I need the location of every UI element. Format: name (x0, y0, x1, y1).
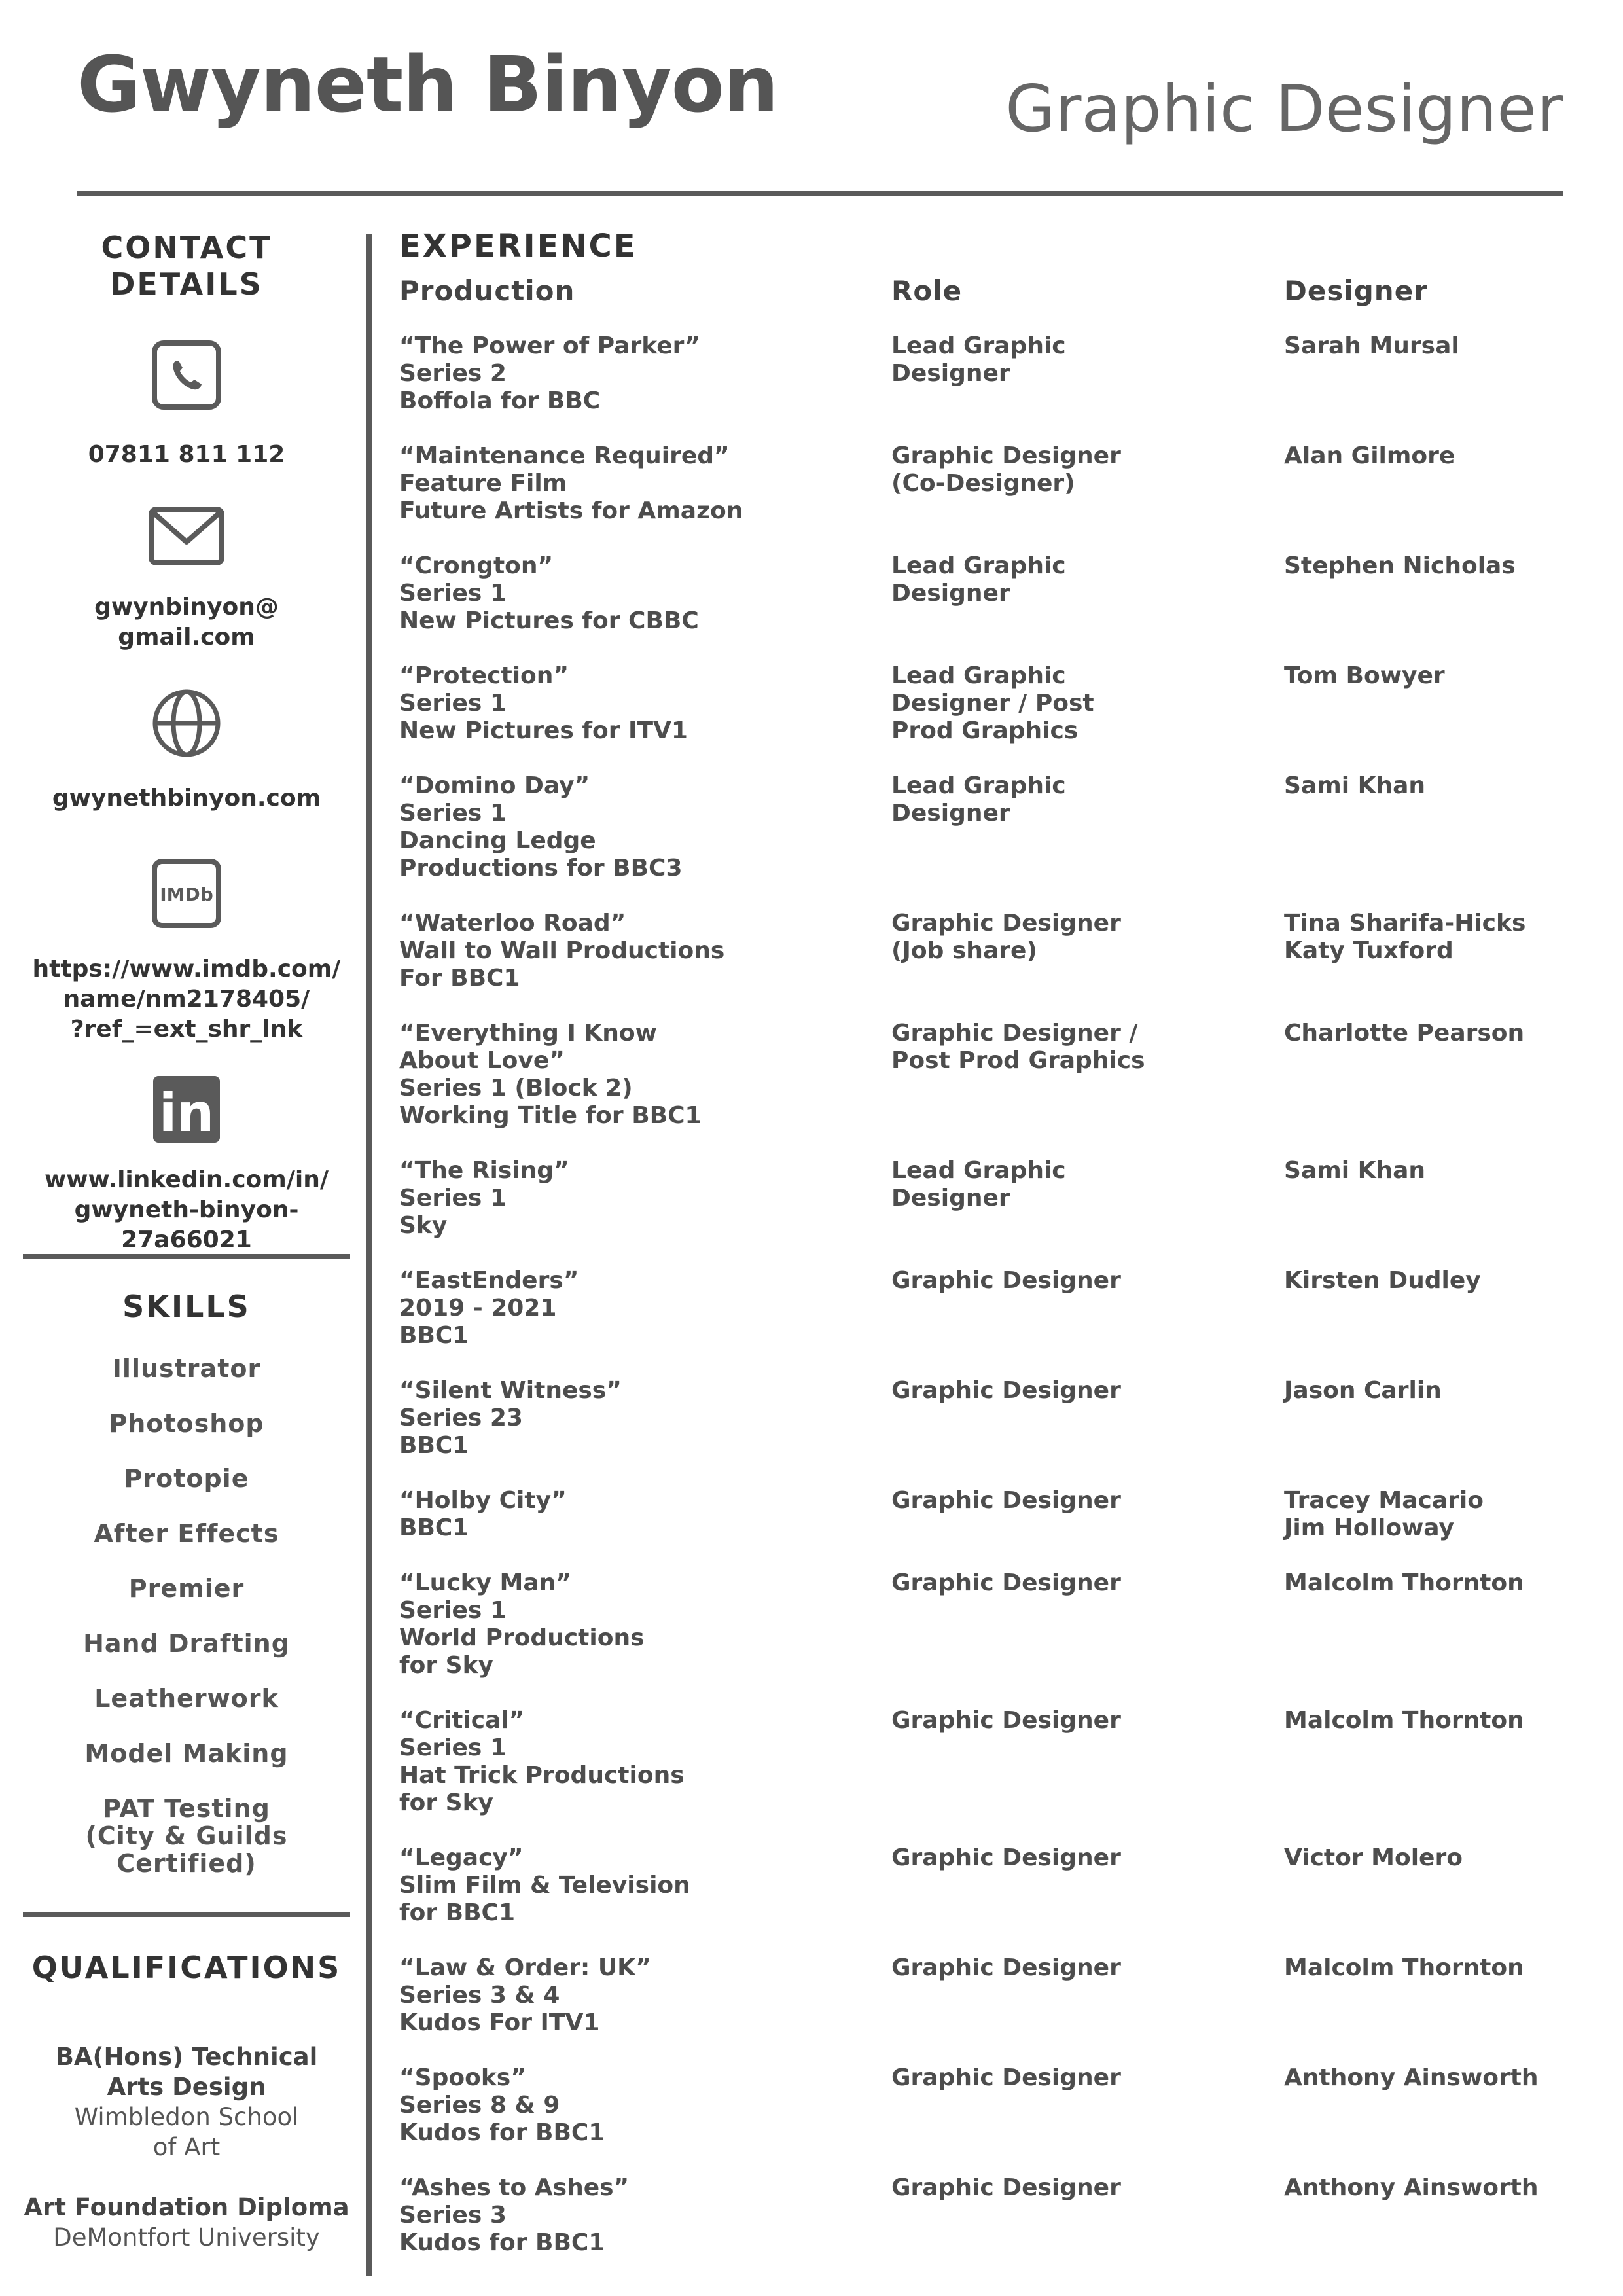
skill-item: Hand Drafting (83, 1629, 290, 1658)
role-cell: Graphic Designer / Post Prod Graphics (891, 1020, 1145, 1074)
designer-cell: Jason Carlin (1284, 1377, 1442, 1404)
qualification-institution: Wimbledon School of Art (74, 2103, 299, 2161)
role-cell: Graphic Designer (891, 1954, 1121, 1981)
production-cell: “Silent Witness” Series 23 BBC1 (399, 1377, 622, 1459)
column-divider (366, 234, 372, 2276)
production-cell: “Critical” Series 1 Hat Trick Productions for Sky (399, 1707, 685, 1816)
mail-icon (147, 504, 226, 569)
experience-heading: EXPERIENCE (399, 228, 637, 264)
designer-cell: Tina Sharifa-Hicks Katy Tuxford (1284, 910, 1526, 964)
role-cell: Lead Graphic Designer (891, 1157, 1066, 1211)
linkedin-icon (151, 1073, 223, 1145)
production-cell: “Maintenance Required” Feature Film Future Artists for Amazon (399, 442, 743, 524)
role-cell: Graphic Designer (891, 1844, 1121, 1871)
designer-cell: Sami Khan (1284, 1157, 1426, 1184)
production-cell: “The Power of Parker” Series 2 Boffola for BBC (399, 332, 700, 414)
skill-item: Photoshop (109, 1409, 264, 1438)
production-cell: “Legacy” Slim Film & Television for BBC1 (399, 1844, 690, 1926)
role-cell: Graphic Designer (891, 2064, 1121, 2091)
production-cell: “Domino Day” Series 1 Dancing Ledge Productions for BBC3 (399, 772, 683, 882)
qualifications-heading: QUALIFICATIONS (31, 1950, 342, 1985)
designer-cell: Charlotte Pearson (1284, 1020, 1525, 1047)
role-cell: Graphic Designer (891, 2174, 1121, 2201)
role-cell: Graphic Designer (891, 1707, 1121, 1734)
skill-item: Protopie (124, 1464, 249, 1493)
skill-item: Premier (128, 1574, 245, 1603)
imdb-url[interactable]: https://www.imdb.com/ name/nm2178405/ ?ref_=ext_shr_lnk (32, 956, 341, 1043)
role-cell: Graphic Designer (Job share) (891, 910, 1121, 964)
designer-cell: Malcolm Thornton (1284, 1707, 1524, 1734)
role-cell: Graphic Designer (891, 1377, 1121, 1404)
linkedin-logo-text: in (158, 1083, 215, 1143)
designer-cell: Stephen Nicholas (1284, 552, 1516, 579)
skill-item: PAT Testing (City & Guilds Certified) (85, 1794, 288, 1878)
production-cell: “EastEnders” 2019 - 2021 BBC1 (399, 1267, 579, 1349)
skill-item: Illustrator (112, 1354, 261, 1383)
production-cell: “Ashes to Ashes” Series 3 Kudos for BBC1 (399, 2174, 630, 2256)
production-cell: “Waterloo Road” Wall to Wall Productions For BBC1 (399, 910, 725, 992)
qualification-title: BA(Hons) Technical Arts Design (55, 2043, 318, 2101)
designer-cell: Tom Bowyer (1284, 662, 1445, 689)
column-header-role: Role (891, 275, 963, 307)
designer-cell: Sami Khan (1284, 772, 1426, 799)
production-cell: “Spooks” Series 8 & 9 Kudos for BBC1 (399, 2064, 605, 2146)
linkedin-url[interactable]: www.linkedin.com/in/ gwyneth-binyon-27a66021 (44, 1166, 329, 1253)
designer-cell: Anthony Ainsworth (1284, 2174, 1539, 2201)
production-cell: “Lucky Man” Series 1 World Productions for Sky (399, 1570, 645, 1679)
designer-cell: Malcolm Thornton (1284, 1954, 1524, 1981)
qualification-institution: DeMontfort University (53, 2223, 320, 2251)
skills-heading: SKILLS (122, 1289, 251, 1324)
email-address[interactable]: gwynbinyon@ gmail.com (94, 594, 279, 651)
qualification-title: Art Foundation Diploma (24, 2193, 349, 2221)
designer-cell: Kirsten Dudley (1284, 1267, 1481, 1294)
role-cell: Graphic Designer (Co-Designer) (891, 442, 1121, 497)
candidate-name: Gwyneth Binyon (77, 39, 778, 130)
phone-number[interactable]: 07811 811 112 (88, 441, 285, 468)
skill-item: Leatherwork (94, 1684, 279, 1713)
role-cell: Lead Graphic Designer / Post Prod Graphics (891, 662, 1094, 744)
designer-cell: Alan Gilmore (1284, 442, 1455, 469)
column-header-designer: Designer (1284, 275, 1428, 307)
skill-item: Model Making (84, 1739, 289, 1768)
designer-cell: Malcolm Thornton (1284, 1570, 1524, 1596)
column-header-production: Production (399, 275, 575, 307)
role-cell: Graphic Designer (891, 1267, 1121, 1294)
production-cell: “The Rising” Series 1 Sky (399, 1157, 569, 1239)
designer-cell: Victor Molero (1284, 1844, 1463, 1871)
role-cell: Lead Graphic Designer (891, 332, 1066, 387)
designer-cell: Anthony Ainsworth (1284, 2064, 1539, 2091)
globe-icon (151, 687, 223, 759)
header-divider (77, 191, 1563, 196)
job-title: Graphic Designer (1005, 72, 1563, 147)
imdb-logo-text: IMDb (160, 884, 213, 905)
role-cell: Graphic Designer (891, 1487, 1121, 1514)
production-cell: “Law & Order: UK” Series 3 & 4 Kudos For ITV1 (399, 1954, 651, 2036)
skill-item: After Effects (94, 1519, 279, 1548)
production-cell: “Everything I Know About Love” Series 1 (Block 2) Working Title for BBC1 (399, 1020, 702, 1129)
imdb-icon (151, 857, 223, 929)
production-cell: “Protection” Series 1 New Pictures for ITV1 (399, 662, 688, 744)
production-cell: “Crongton” Series 1 New Pictures for CBBC (399, 552, 699, 634)
role-cell: Lead Graphic Designer (891, 552, 1066, 607)
designer-cell: Tracey Macario Jim Holloway (1284, 1487, 1484, 1541)
role-cell: Graphic Designer (891, 1570, 1121, 1596)
designer-cell: Sarah Mursal (1284, 332, 1459, 359)
website-url[interactable]: gwynethbinyon.com (52, 785, 321, 812)
role-cell: Lead Graphic Designer (891, 772, 1066, 827)
sidebar-divider-qualifications (23, 1912, 350, 1917)
contact-heading: CONTACT DETAILS (101, 230, 272, 302)
production-cell: “Holby City” BBC1 (399, 1487, 567, 1541)
phone-icon (151, 339, 223, 411)
